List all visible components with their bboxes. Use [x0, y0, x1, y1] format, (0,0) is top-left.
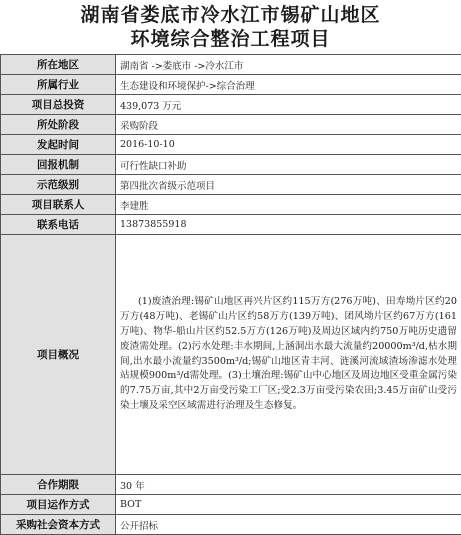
row-label-industry: 所属行业	[1, 75, 116, 95]
table-row	[1, 195, 461, 215]
row-label-cooperation-term: 合作期限	[1, 475, 116, 495]
row-label-return-mechanism: 回报机制	[1, 155, 116, 175]
row-value-industry: 生态建设和环境保护->综合治理	[116, 75, 461, 95]
table-row	[1, 495, 461, 515]
table-row	[1, 215, 461, 235]
table-row	[1, 75, 461, 95]
table-row	[1, 115, 461, 135]
title-line-1: 湖南省娄底市冷水江市锡矿山地区	[0, 4, 461, 26]
overview-text: (1)废渣治理:锡矿山地区再兴片区约115万方(276万吨)、田寿坳片区约20万方(48万吨)、老锡矿山片区约58万方(139万吨)、团风坳片区约67万方(161万吨)、物华-船山片区约52.5万方(126万吨)及周边区域内约750万吨历史遗留废渣需处理。(2)污水处理:丰水期间,上涵洞出水最大流量约20000m³/d,枯水期间,出水最小流量约3500m³/d;锡矿山地区青丰河、涟溪河流域渣场渗滤水处理站规模900m³/d需处理。(3)土壤治理:锡矿山中心地区及周边地区受重金属污染的7.75万亩,其中2万亩受污染工厂区;受2.3万亩受污染农田;3.45万亩矿山受污染土壤及采空区域需进行治理及生态修复。	[120, 296, 457, 411]
row-value-contact-person: 李建胜	[116, 195, 461, 215]
table-row	[1, 175, 461, 195]
row-label-overview: 项目概况	[1, 235, 116, 475]
row-value-operation-mode: BOT	[116, 495, 461, 515]
row-label-region: 所在地区	[1, 55, 116, 75]
table-row	[1, 235, 461, 475]
table-row	[1, 55, 461, 75]
row-label-contact-person: 项目联系人	[1, 195, 116, 215]
row-value-region: 湖南省 ->娄底市 ->冷水江市	[116, 55, 461, 75]
row-value-phone: 13873855918	[116, 215, 461, 235]
row-label-launch-date: 发起时间	[1, 135, 116, 155]
table-row	[1, 155, 461, 175]
row-value-cooperation-term: 30 年	[116, 475, 461, 495]
row-value-total-investment: 439,073 万元	[116, 95, 461, 115]
row-label-procurement-method: 采购社会资本方式	[1, 515, 116, 535]
row-label-demo-level: 示范级别	[1, 175, 116, 195]
row-value-procurement-method: 公开招标	[116, 515, 461, 535]
table-row	[1, 95, 461, 115]
row-value-launch-date: 2016-10-10	[116, 135, 461, 155]
row-label-operation-mode: 项目运作方式	[1, 495, 116, 515]
page-title	[0, 0, 461, 54]
row-label-phone: 联系电话	[1, 215, 116, 235]
title-line-2: 环境综合整治工程项目	[0, 28, 461, 50]
row-value-overview	[116, 235, 461, 475]
project-info-table	[0, 54, 461, 535]
row-value-demo-level: 第四批次省级示范项目	[116, 175, 461, 195]
table-row	[1, 475, 461, 495]
row-value-return-mechanism: 可行性缺口补助	[116, 155, 461, 175]
table-row	[1, 515, 461, 535]
table-row	[1, 135, 461, 155]
row-label-stage: 所处阶段	[1, 115, 116, 135]
row-value-stage: 采购阶段	[116, 115, 461, 135]
row-label-total-investment: 项目总投资	[1, 95, 116, 115]
